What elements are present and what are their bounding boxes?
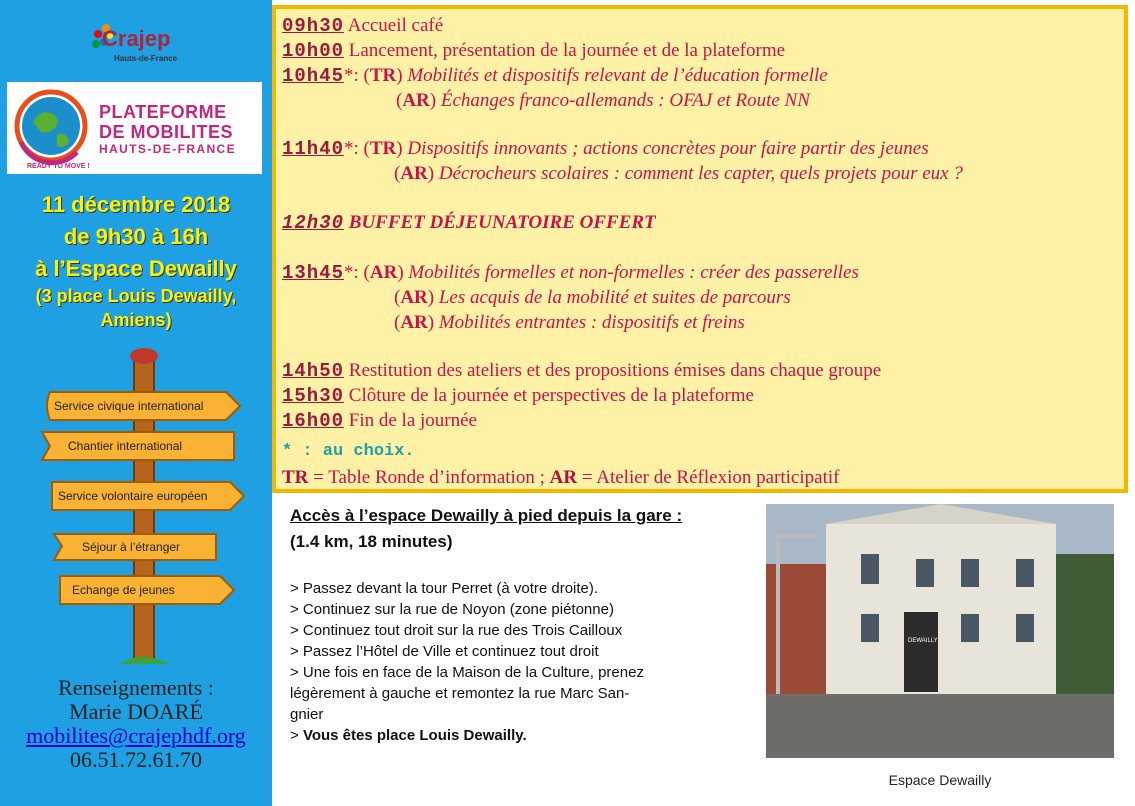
program-row-1345-ar3 bbox=[394, 312, 745, 334]
time-1000: 10h00 bbox=[282, 40, 345, 62]
paren-close: ) bbox=[429, 90, 441, 111]
session-code: AR bbox=[402, 90, 430, 111]
signpost-cap bbox=[130, 348, 158, 364]
sign-5-label: Echange de jeunes bbox=[72, 583, 175, 597]
paren-open: ( bbox=[394, 312, 401, 333]
photo-caption: Espace Dewailly bbox=[888, 772, 992, 788]
program-row-1230 bbox=[282, 212, 656, 234]
time-1230: 12h30 bbox=[282, 212, 345, 234]
building-photo-image bbox=[766, 504, 1114, 758]
activity-1530: Clôture de la journée et perspectives de la plateforme bbox=[344, 385, 754, 406]
direction-step: > Une fois en face de la Maison de la Culture, prenez bbox=[290, 664, 644, 681]
time-1600: 16h00 bbox=[282, 410, 345, 432]
time-1045: 10h45 bbox=[282, 65, 345, 87]
direction-step: légèrement à gauche et remontez la rue Marc San- bbox=[290, 685, 630, 702]
contact-block bbox=[0, 676, 272, 772]
time-1140: 11h40 bbox=[282, 138, 345, 160]
direction-step: > Continuez sur la rue de Noyon (zone piétonne) bbox=[290, 601, 614, 618]
choice-note: * : au choix. bbox=[282, 442, 415, 461]
paren-open: ( bbox=[394, 287, 401, 308]
access-distance: (1.4 km, 18 minutes) bbox=[290, 532, 453, 551]
program-row-1450 bbox=[282, 360, 881, 382]
program-row-1345-ar2 bbox=[394, 287, 791, 309]
event-city: Amiens) bbox=[100, 310, 172, 330]
session-code: AR bbox=[400, 312, 428, 333]
paren-close: ) bbox=[427, 312, 439, 333]
program-row-1530 bbox=[282, 385, 754, 407]
direction-step: gnier bbox=[290, 706, 324, 723]
contact-name: Marie DOARÉ bbox=[69, 699, 203, 724]
activity-1230: BUFFET DÉJEUNATOIRE OFFERT bbox=[344, 212, 656, 233]
contact-label: Renseignements : bbox=[58, 675, 214, 700]
legend-line bbox=[282, 467, 839, 489]
direction-step: > Passez devant la tour Perret (à votre droite). bbox=[290, 580, 599, 597]
sign-3-label: Service volontaire européen bbox=[58, 489, 208, 503]
direction-prefix: > bbox=[290, 727, 303, 744]
session-code: AR bbox=[400, 163, 428, 184]
legend-tr-text: = Table Ronde d’information ; bbox=[308, 467, 550, 488]
choice-marker: *: ( bbox=[344, 65, 370, 86]
session-title: Mobilités formelles et non-formelles : créer des passerelles bbox=[408, 262, 859, 283]
access-heading: Accès à l’espace Dewailly à pied depuis la gare : bbox=[290, 506, 683, 525]
program-row-1000 bbox=[282, 40, 785, 62]
paren-close: ) bbox=[396, 138, 408, 159]
sign-1-label: Service civique international bbox=[54, 399, 204, 413]
plateforme-title-line1: PLATEFORME bbox=[99, 102, 227, 122]
program-row-0930 bbox=[282, 15, 443, 37]
crajep-logo bbox=[86, 14, 186, 69]
session-title: Mobilités et dispositifs relevant de l’éducation formelle bbox=[407, 65, 828, 86]
session-code: TR bbox=[369, 138, 397, 159]
activity-1000: Lancement, présentation de la journée et de la plateforme bbox=[344, 40, 786, 61]
building-sign: DEWAILLY bbox=[908, 638, 938, 644]
session-code: TR bbox=[369, 65, 397, 86]
sign-2-label: Chantier international bbox=[68, 439, 183, 453]
event-hours: de 9h30 à 16h bbox=[63, 224, 209, 249]
signpost-grass bbox=[120, 657, 170, 664]
contact-phone: 06.51.72.61.70 bbox=[70, 747, 202, 772]
contact-email-link[interactable]: mobilites@crajephdf.org bbox=[26, 723, 246, 748]
direction-final-text: Vous êtes place Louis Dewailly. bbox=[302, 727, 527, 744]
paren-close: ) bbox=[396, 65, 408, 86]
session-code: AR bbox=[369, 262, 398, 283]
program-row-1140-ar bbox=[394, 163, 963, 185]
choice-marker: *: ( bbox=[344, 262, 370, 283]
paren-close: ) bbox=[427, 287, 439, 308]
legend-tr-code: TR bbox=[282, 467, 309, 488]
program-row-1045 bbox=[282, 65, 828, 87]
paren-close: ) bbox=[427, 163, 439, 184]
direction-final bbox=[290, 725, 760, 746]
session-title: Mobilités entrantes : dispositifs et freins bbox=[438, 312, 745, 333]
sign-4-label: Séjour à l’étranger bbox=[82, 540, 181, 554]
time-1450: 14h50 bbox=[282, 360, 345, 382]
direction-step: > Continuez tout droit sur la rue des Trois Cailloux bbox=[290, 622, 623, 639]
event-date: 11 décembre 2018 bbox=[41, 192, 231, 217]
plateforme-title-line3: HAUTS-DE-FRANCE bbox=[99, 142, 236, 156]
program-row-1140 bbox=[282, 138, 929, 160]
activity-1600: Fin de la journée bbox=[344, 410, 477, 431]
program-row-1345 bbox=[282, 262, 859, 284]
access-directions bbox=[290, 506, 760, 746]
plateforme-logo bbox=[7, 82, 262, 174]
choice-marker: *: ( bbox=[344, 138, 370, 159]
paren-close: ) bbox=[397, 262, 409, 283]
time-1345: 13h45 bbox=[282, 262, 345, 284]
globe-icon bbox=[7, 82, 99, 174]
session-code: AR bbox=[400, 287, 428, 308]
crajep-logo-subtitle: Hauts-de-France bbox=[114, 54, 178, 63]
legend-ar-text: = Atelier de Réflexion participatif bbox=[577, 467, 840, 488]
plateforme-title-line2: DE MOBILITES bbox=[99, 122, 234, 142]
event-venue: à l’Espace Dewailly bbox=[35, 256, 237, 281]
program-row-1045-ar bbox=[396, 90, 810, 112]
session-title: Dispositifs innovants ; actions concrètes pour faire partir des jeunes bbox=[407, 138, 929, 159]
left-panel bbox=[0, 0, 272, 806]
session-title: Décrocheurs scolaires : comment les capter, quels projets pour eux ? bbox=[438, 163, 963, 184]
legend-ar-code: AR bbox=[549, 467, 578, 488]
paren-open: ( bbox=[396, 90, 403, 111]
program-row-1600 bbox=[282, 410, 477, 432]
signpost-illustration bbox=[20, 346, 260, 672]
paren-open: ( bbox=[394, 163, 401, 184]
session-title: Les acquis de la mobilité et suites de parcours bbox=[438, 287, 791, 308]
crajep-logo-text: Crajep bbox=[102, 26, 171, 51]
time-0930: 09h30 bbox=[282, 15, 345, 37]
activity-1450: Restitution des ateliers et des propositions émises dans chaque groupe bbox=[344, 360, 882, 381]
session-title: Échanges franco-allemands : OFAJ et Route NN bbox=[440, 90, 810, 111]
building-photo bbox=[766, 504, 1114, 758]
program-schedule bbox=[272, 5, 1128, 493]
direction-step: > Passez l’Hôtel de Ville et continuez tout droit bbox=[290, 643, 599, 660]
activity-0930: Accueil café bbox=[344, 15, 444, 36]
time-1530: 15h30 bbox=[282, 385, 345, 407]
globe-text: READY TO MOVE ! bbox=[27, 163, 90, 170]
event-address: (3 place Louis Dewailly, bbox=[35, 286, 237, 306]
